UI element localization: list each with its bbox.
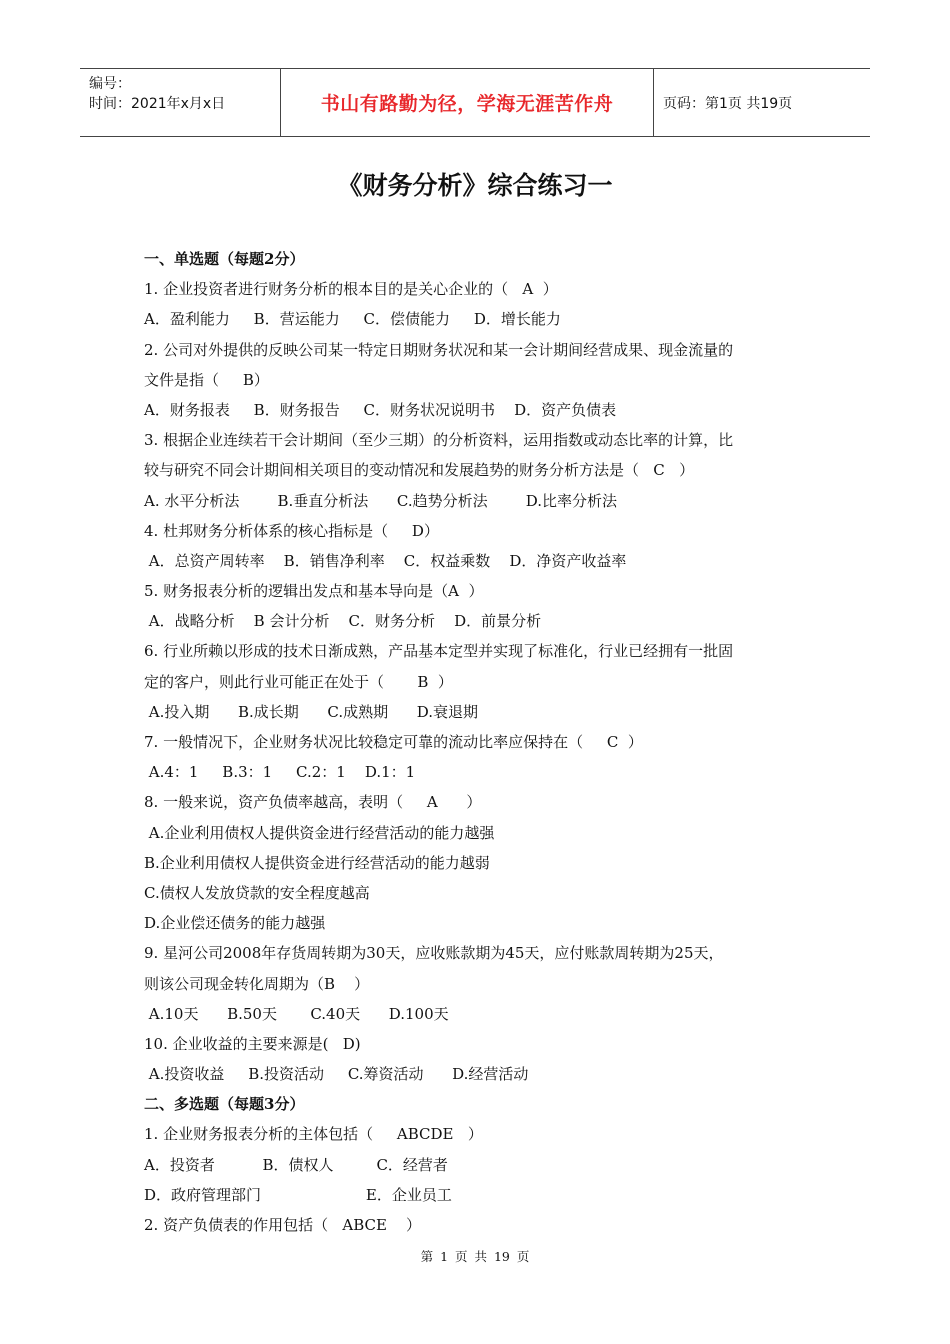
text-line: 10. 企业收益的主要来源是( D) [144, 1034, 361, 1053]
text-line: A.投资收益 B.投资活动 C.筹资活动 D.经营活动 [144, 1065, 529, 1084]
text-line: 2. 公司对外提供的反映公司某一特定日期财务状况和某一会计期间经营成果、现金流量的 [144, 340, 734, 359]
text-line: 4. 杜邦财务分析体系的核心指标是（ D） [144, 521, 439, 540]
text-line: A．盈利能力 B．营运能力 C．偿债能力 D．增长能力 [144, 310, 561, 329]
time-label: 时间：2021年x月x日 [89, 96, 226, 112]
text-line: 5. 财务报表分析的逻辑出发点和基本导向是（A ） [144, 582, 484, 601]
text-line: A．战略分析 B 会计分析 C．财务分析 D．前景分析 [144, 612, 542, 631]
number-label: 编号： [89, 76, 131, 92]
text-line: 3. 根据企业连续若干会计期间（至少三期）的分析资料，运用指数或动态比率的计算，比 [144, 431, 734, 450]
text-line: 1. 企业财务报表分析的主体包括（ ABCDE ） [144, 1125, 483, 1144]
text-line: 较与研究不同会计期间相关项目的变动情况和发展趋势的财务分析方法是（ C ） [144, 461, 695, 480]
section-heading: 二、多选题（每题3分） [144, 1095, 305, 1114]
text-line: 8. 一般来说，资产负债率越高，表明（ A ） [144, 793, 482, 812]
text-line: 则该公司现金转化周期为（B ） [144, 974, 370, 993]
header-motto: 书山有路勤为径，学海无涯苦作舟 [281, 69, 654, 136]
text-line: D．政府管理部门 E．企业员工 [144, 1185, 452, 1204]
document-title: 《财务分析》综合练习一 [337, 171, 613, 200]
page-header [80, 68, 870, 137]
header-meta [80, 69, 281, 136]
text-line: 2. 资产负债表的作用包括（ ABCE ） [144, 1216, 422, 1234]
text-line: A. 水平分析法 B.垂直分析法 C.趋势分析法 D.比率分析法 [144, 491, 618, 510]
header-page-info: 页码：第1页 共19页 [663, 95, 793, 112]
text-line: A．总资产周转率 B．销售净利率 C．权益乘数 D．净资产收益率 [144, 551, 627, 570]
text-line: A.企业利用债权人提供资金进行经营活动的能力越强 [144, 823, 495, 842]
text-line: C.债权人发放贷款的安全程度越高 [144, 883, 370, 902]
text-line: 9. 星河公司2008年存货周转期为30天，应收账款期为45天，应付账款周转期为25天， [144, 944, 724, 963]
text-line: A.投入期 B.成长期 C.成熟期 D.衰退期 [144, 702, 478, 721]
text-line: 7. 一般情况下，企业财务状况比较稳定可靠的流动比率应保持在（ C ） [144, 733, 643, 751]
text-line: B.企业利用债权人提供资金进行经营活动的能力越弱 [144, 853, 490, 872]
text-line: D.企业偿还债务的能力越强 [144, 914, 326, 933]
text-line: 文件是指（ B） [144, 370, 269, 389]
text-line: A．财务报表 B．财务报告 C．财务状况说明书 D．资产负债表 [144, 400, 617, 419]
text-line: 6. 行业所赖以形成的技术日渐成熟，产品基本定型并实现了标准化，行业已经拥有一批固 [144, 642, 734, 661]
text-line: A．投资者 B．债权人 C．经营者 [144, 1155, 448, 1174]
text-line: 1. 企业投资者进行财务分析的根本目的是关心企业的（ A ） [144, 280, 558, 299]
text-line: 定的客户，则此行业可能正在处于（ B ） [144, 672, 453, 691]
page-footer: 第 1 页 共 19 页 [420, 1249, 530, 1264]
section-heading: 一、单选题（每题2分） [144, 250, 305, 268]
text-line: A.4：1 B.3：1 C.2：1 D.1：1 [144, 763, 416, 782]
text-line: A.10天 B.50天 C.40天 D.100天 [144, 1004, 449, 1023]
exercise-content [144, 244, 804, 1240]
